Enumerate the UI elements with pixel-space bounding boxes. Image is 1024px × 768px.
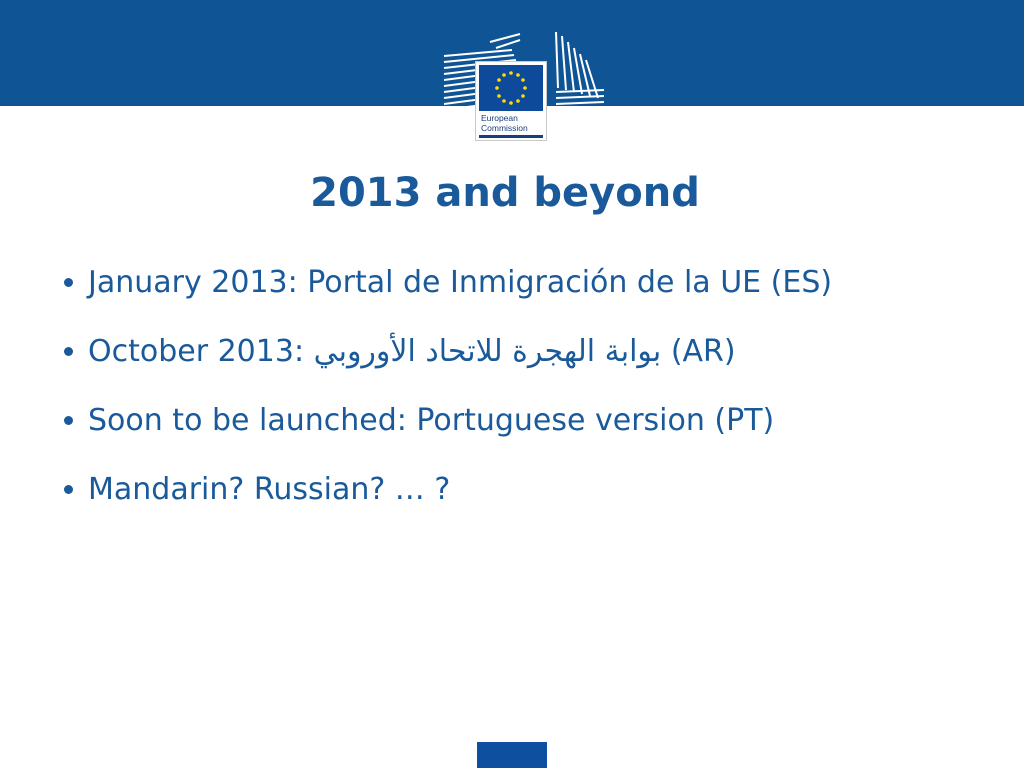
- european-commission-logo: [475, 61, 547, 141]
- bullet-text: October 2013: بوابة الهجرة للاتحاد الأوروبي (AR): [88, 334, 736, 369]
- bullet-icon: [64, 485, 73, 494]
- eu-flag-footer-icon: [477, 742, 547, 768]
- logo-line-2: Commission: [481, 123, 528, 133]
- bullet-item: [62, 465, 832, 534]
- bullet-text: January 2013: Portal de Inmigración de la UE (ES): [88, 265, 833, 300]
- logo-wordmark: [481, 113, 528, 133]
- logo-line-1: European: [481, 113, 518, 123]
- bullet-item: [62, 396, 832, 465]
- bullet-icon: [64, 278, 73, 287]
- bullet-text: Soon to be launched: Portuguese version (PT): [88, 403, 775, 438]
- bullet-icon: [64, 347, 73, 356]
- bullet-list: [62, 258, 832, 534]
- eu-flag-icon: [479, 65, 543, 111]
- slide-title: 2013 and beyond: [310, 170, 700, 216]
- bullet-icon: [64, 416, 73, 425]
- bullet-text: Mandarin? Russian? … ?: [88, 472, 451, 507]
- bullet-item: [62, 327, 832, 396]
- bullet-item: [62, 258, 832, 327]
- logo-underline: [479, 135, 543, 138]
